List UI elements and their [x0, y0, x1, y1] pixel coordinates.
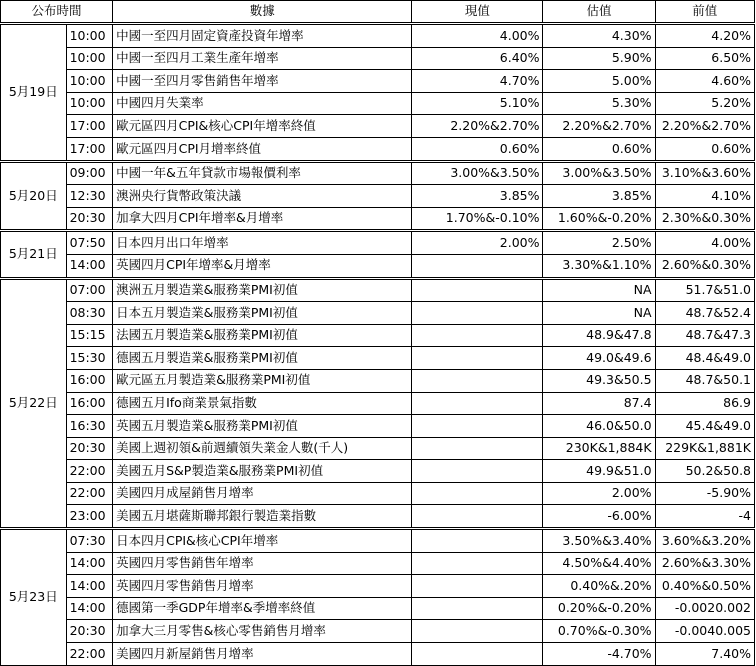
forecast-cell: 49.0&49.6 [543, 347, 655, 370]
previous-cell: 5.20% [655, 92, 754, 115]
time-cell: 07:00 [66, 278, 113, 302]
forecast-cell: 3.30%&1.10% [543, 254, 655, 278]
forecast-cell: 49.9&51.0 [543, 460, 655, 483]
actual-cell [412, 347, 543, 370]
time-cell: 14:00 [66, 552, 113, 575]
previous-cell: 2.60%&3.30% [655, 552, 754, 575]
previous-cell: 229K&1,881K [655, 437, 754, 460]
actual-cell [412, 482, 543, 505]
forecast-cell: -6.00% [543, 505, 655, 529]
previous-cell: 0.40%&0.50% [655, 575, 754, 598]
previous-cell: 48.7&52.4 [655, 302, 754, 325]
actual-cell: 0.60% [412, 137, 543, 161]
indicator-cell: 英國四月零售銷售年增率 [113, 552, 412, 575]
indicator-cell: 美國五月堪薩斯聯邦銀行製造業指數 [113, 505, 412, 529]
actual-cell [412, 505, 543, 529]
actual-cell [412, 529, 543, 553]
date-cell: 5月19日 [1, 24, 67, 162]
table-row [1, 575, 755, 598]
forecast-cell: 0.40%&.20% [543, 575, 655, 598]
table-row [1, 597, 755, 620]
table-row [1, 254, 755, 278]
date-cell: 5月22日 [1, 278, 67, 529]
actual-cell [412, 278, 543, 302]
header-previous: 前值 [655, 1, 754, 24]
forecast-cell: 4.30% [543, 24, 655, 48]
forecast-cell: 0.70%&-0.30% [543, 620, 655, 643]
forecast-cell: 2.20%&2.70% [543, 115, 655, 138]
actual-cell [412, 437, 543, 460]
forecast-cell: 2.00% [543, 482, 655, 505]
indicator-cell: 美國五月S&P製造業&服務業PMI初值 [113, 460, 412, 483]
actual-cell [412, 575, 543, 598]
table-row [1, 70, 755, 93]
indicator-cell: 歐元區五月製造業&服務業PMI初值 [113, 369, 412, 392]
forecast-cell: 87.4 [543, 392, 655, 415]
date-cell: 5月23日 [1, 529, 67, 666]
table-row [1, 302, 755, 325]
table-row [1, 369, 755, 392]
forecast-cell: 230K&1,884K [543, 437, 655, 460]
time-cell: 08:30 [66, 302, 113, 325]
previous-cell: 2.60%&0.30% [655, 254, 754, 278]
table-row [1, 231, 755, 255]
table-row [1, 207, 755, 231]
forecast-cell: NA [543, 302, 655, 325]
forecast-cell: 5.90% [543, 47, 655, 70]
actual-cell: 2.00% [412, 231, 543, 255]
previous-cell: 86.9 [655, 392, 754, 415]
forecast-cell: 3.85% [543, 185, 655, 208]
previous-cell: 6.50% [655, 47, 754, 70]
actual-cell [412, 620, 543, 643]
forecast-cell: 0.20%&-0.20% [543, 597, 655, 620]
previous-cell: 51.7&51.0 [655, 278, 754, 302]
indicator-cell: 中國一至四月零售銷售年增率 [113, 70, 412, 93]
table-row [1, 115, 755, 138]
forecast-cell: 3.00%&3.50% [543, 161, 655, 185]
previous-cell: -0.0020.002 [655, 597, 754, 620]
forecast-cell: 48.9&47.8 [543, 324, 655, 347]
indicator-cell: 中國一至四月固定資產投資年增率 [113, 24, 412, 48]
time-cell: 20:30 [66, 437, 113, 460]
table-row [1, 460, 755, 483]
time-cell: 15:30 [66, 347, 113, 370]
table-row [1, 185, 755, 208]
forecast-cell: -4.70% [543, 643, 655, 666]
indicator-cell: 中國一至四月工業生產年增率 [113, 47, 412, 70]
header-actual: 現值 [412, 1, 543, 24]
previous-cell: 4.00% [655, 231, 754, 255]
actual-cell: 1.70%&-0.10% [412, 207, 543, 231]
indicator-cell: 美國上週初領&前週續領失業金人數(千人) [113, 437, 412, 460]
previous-cell: 2.20%&2.70% [655, 115, 754, 138]
time-cell: 15:15 [66, 324, 113, 347]
actual-cell [412, 254, 543, 278]
indicator-cell: 英國五月製造業&服務業PMI初值 [113, 415, 412, 438]
indicator-cell: 日本四月出口年增率 [113, 231, 412, 255]
previous-cell: 45.4&49.0 [655, 415, 754, 438]
previous-cell: 7.40% [655, 643, 754, 666]
previous-cell: 4.20% [655, 24, 754, 48]
actual-cell [412, 392, 543, 415]
actual-cell: 3.00%&3.50% [412, 161, 543, 185]
indicator-cell: 加拿大三月零售&核心零售銷售月增率 [113, 620, 412, 643]
forecast-cell: 49.3&50.5 [543, 369, 655, 392]
time-cell: 10:00 [66, 92, 113, 115]
indicator-cell: 日本四月CPI&核心CPI年增率 [113, 529, 412, 553]
actual-cell [412, 415, 543, 438]
previous-cell: 48.7&47.3 [655, 324, 754, 347]
header-row [1, 1, 755, 24]
actual-cell: 4.70% [412, 70, 543, 93]
previous-cell: 4.10% [655, 185, 754, 208]
indicator-cell: 德國五月製造業&服務業PMI初值 [113, 347, 412, 370]
indicator-cell: 法國五月製造業&服務業PMI初值 [113, 324, 412, 347]
indicator-cell: 加拿大四月CPI年增率&月增率 [113, 207, 412, 231]
actual-cell: 6.40% [412, 47, 543, 70]
actual-cell [412, 460, 543, 483]
time-cell: 14:00 [66, 575, 113, 598]
table-row [1, 482, 755, 505]
previous-cell: 50.2&50.8 [655, 460, 754, 483]
table-row [1, 324, 755, 347]
time-cell: 22:00 [66, 460, 113, 483]
indicator-cell: 中國一年&五年貸款市場報價利率 [113, 161, 412, 185]
previous-cell: 48.4&49.0 [655, 347, 754, 370]
time-cell: 10:00 [66, 24, 113, 48]
time-cell: 10:00 [66, 70, 113, 93]
forecast-cell: 1.60%&-0.20% [543, 207, 655, 231]
previous-cell: 4.60% [655, 70, 754, 93]
indicator-cell: 美國四月成屋銷售月增率 [113, 482, 412, 505]
time-cell: 20:30 [66, 207, 113, 231]
time-cell: 22:00 [66, 643, 113, 666]
actual-cell [412, 643, 543, 666]
time-cell: 16:00 [66, 392, 113, 415]
table-row [1, 47, 755, 70]
table-row [1, 552, 755, 575]
actual-cell: 4.00% [412, 24, 543, 48]
previous-cell: 3.10%&3.60% [655, 161, 754, 185]
time-cell: 16:00 [66, 369, 113, 392]
actual-cell [412, 552, 543, 575]
time-cell: 10:00 [66, 47, 113, 70]
indicator-cell: 德國第一季GDP年增率&季增率終值 [113, 597, 412, 620]
actual-cell: 2.20%&2.70% [412, 115, 543, 138]
indicator-cell: 中國四月失業率 [113, 92, 412, 115]
forecast-cell: 4.50%&4.40% [543, 552, 655, 575]
time-cell: 17:00 [66, 137, 113, 161]
previous-cell: 2.30%&0.30% [655, 207, 754, 231]
time-cell: 17:00 [66, 115, 113, 138]
table-row [1, 92, 755, 115]
actual-cell [412, 324, 543, 347]
table-row [1, 347, 755, 370]
table-row [1, 24, 755, 48]
time-cell: 14:00 [66, 254, 113, 278]
table-row [1, 415, 755, 438]
time-cell: 22:00 [66, 482, 113, 505]
table-row [1, 643, 755, 666]
table-row [1, 278, 755, 302]
indicator-cell: 美國四月新屋銷售月增率 [113, 643, 412, 666]
header-indicator: 數據 [113, 1, 412, 24]
actual-cell [412, 302, 543, 325]
table-row [1, 161, 755, 185]
table-row [1, 620, 755, 643]
indicator-cell: 日本五月製造業&服務業PMI初值 [113, 302, 412, 325]
indicator-cell: 歐元區四月CPI&核心CPI年增率終值 [113, 115, 412, 138]
table-row [1, 529, 755, 553]
previous-cell: -5.90% [655, 482, 754, 505]
time-cell: 12:30 [66, 185, 113, 208]
time-cell: 23:00 [66, 505, 113, 529]
time-cell: 07:50 [66, 231, 113, 255]
previous-cell: 3.60%&3.20% [655, 529, 754, 553]
time-cell: 09:00 [66, 161, 113, 185]
indicator-cell: 英國四月CPI年增率&月增率 [113, 254, 412, 278]
actual-cell [412, 369, 543, 392]
table-row [1, 437, 755, 460]
calendar-body [1, 24, 755, 666]
previous-cell: 0.60% [655, 137, 754, 161]
indicator-cell: 英國四月零售銷售月增率 [113, 575, 412, 598]
date-cell: 5月20日 [1, 161, 67, 231]
header-time: 公布時間 [1, 1, 113, 24]
table-row [1, 505, 755, 529]
time-cell: 16:30 [66, 415, 113, 438]
previous-cell: -0.0040.005 [655, 620, 754, 643]
header-forecast: 估值 [543, 1, 655, 24]
actual-cell: 5.10% [412, 92, 543, 115]
table-row [1, 137, 755, 161]
previous-cell: -4 [655, 505, 754, 529]
date-cell: 5月21日 [1, 231, 67, 278]
time-cell: 20:30 [66, 620, 113, 643]
table-row [1, 392, 755, 415]
forecast-cell: 5.00% [543, 70, 655, 93]
forecast-cell: 0.60% [543, 137, 655, 161]
forecast-cell: 5.30% [543, 92, 655, 115]
actual-cell [412, 597, 543, 620]
time-cell: 07:30 [66, 529, 113, 553]
indicator-cell: 歐元區四月CPI月增率終值 [113, 137, 412, 161]
actual-cell: 3.85% [412, 185, 543, 208]
forecast-cell: 3.50%&3.40% [543, 529, 655, 553]
forecast-cell: 2.50% [543, 231, 655, 255]
forecast-cell: NA [543, 278, 655, 302]
previous-cell: 48.7&50.1 [655, 369, 754, 392]
indicator-cell: 澳洲央行貨幣政策決議 [113, 185, 412, 208]
time-cell: 14:00 [66, 597, 113, 620]
forecast-cell: 46.0&50.0 [543, 415, 655, 438]
indicator-cell: 澳洲五月製造業&服務業PMI初值 [113, 278, 412, 302]
indicator-cell: 德國五月Ifo商業景氣指數 [113, 392, 412, 415]
